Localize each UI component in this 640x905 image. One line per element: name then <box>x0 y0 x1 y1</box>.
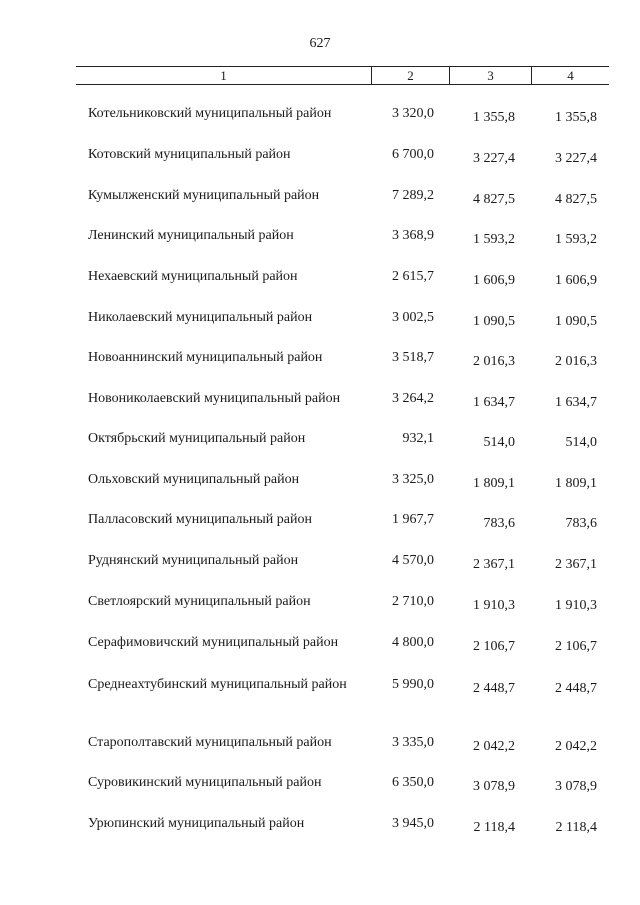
value-col-4: 1 355,8 <box>555 110 597 125</box>
value-col-3: 783,6 <box>483 516 515 531</box>
header-bottom-rule <box>76 84 609 85</box>
district-name: Светлоярский муниципальный район <box>88 594 311 609</box>
header-col-2: 2 <box>407 68 414 83</box>
value-col-2: 932,1 <box>402 431 434 446</box>
value-col-2: 3 320,0 <box>392 106 434 121</box>
value-col-2: 2 710,0 <box>392 594 434 609</box>
value-col-4: 3 227,4 <box>555 151 597 166</box>
value-col-2: 1 967,7 <box>392 512 434 527</box>
value-col-3: 2 367,1 <box>473 557 515 572</box>
value-col-3: 2 448,7 <box>473 681 515 696</box>
value-col-2: 5 990,0 <box>392 677 434 692</box>
district-name: Кумылженский муниципальный район <box>88 188 320 203</box>
value-col-3: 2 042,2 <box>473 739 515 754</box>
value-col-2: 3 335,0 <box>392 735 434 750</box>
district-name: Среднеахтубинский муниципальный район <box>88 677 347 692</box>
district-name: Котельниковский муниципальный район <box>88 106 332 121</box>
value-col-2: 3 002,5 <box>392 310 434 325</box>
table-header <box>76 66 609 85</box>
value-col-3: 1 355,8 <box>473 110 515 125</box>
district-name: Ленинский муниципальный район <box>88 228 294 243</box>
value-col-3: 1 090,5 <box>473 314 515 329</box>
value-col-2: 3 264,2 <box>392 391 434 406</box>
value-col-3: 1 606,9 <box>473 273 515 288</box>
header-col-1: 1 <box>220 68 227 83</box>
value-col-2: 4 800,0 <box>392 635 434 650</box>
district-name: Палласовский муниципальный район <box>88 512 312 527</box>
value-col-2: 3 945,0 <box>392 816 434 831</box>
value-col-4: 783,6 <box>565 516 597 531</box>
value-col-4: 1 910,3 <box>555 598 597 613</box>
district-name: Руднянский муниципальный район <box>88 553 299 568</box>
value-col-4: 4 827,5 <box>555 192 597 207</box>
header-col-3: 3 <box>487 68 494 83</box>
value-col-2: 4 570,0 <box>392 553 434 568</box>
value-col-3: 3 078,9 <box>473 779 515 794</box>
value-col-3: 1 634,7 <box>473 395 515 410</box>
value-col-4: 2 106,7 <box>555 639 597 654</box>
value-col-2: 3 518,7 <box>392 350 434 365</box>
value-col-4: 1 606,9 <box>555 273 597 288</box>
district-name: Урюпинский муниципальный район <box>88 816 305 831</box>
value-col-2: 3 368,9 <box>392 228 434 243</box>
district-name: Котовский муниципальный район <box>88 147 291 162</box>
value-col-3: 2 118,4 <box>473 820 515 835</box>
value-col-3: 1 593,2 <box>473 232 515 247</box>
value-col-4: 1 090,5 <box>555 314 597 329</box>
value-col-2: 7 289,2 <box>392 188 434 203</box>
district-name: Октябрьский муниципальный район <box>88 431 306 446</box>
value-col-3: 4 827,5 <box>473 192 515 207</box>
value-col-2: 2 615,7 <box>392 269 434 284</box>
district-name: Новониколаевский муниципальный район <box>88 391 341 406</box>
district-name: Старополтавский муниципальный район <box>88 735 332 750</box>
district-name: Суровикинский муниципальный район <box>88 775 322 790</box>
page-number: 627 <box>309 36 331 51</box>
district-name: Серафимовичский муниципальный район <box>88 635 339 650</box>
value-col-4: 2 367,1 <box>555 557 597 572</box>
value-col-2: 6 700,0 <box>392 147 434 162</box>
value-col-3: 2 106,7 <box>473 639 515 654</box>
value-col-4: 2 118,4 <box>555 820 597 835</box>
value-col-4: 2 042,2 <box>555 739 597 754</box>
value-col-4: 1 634,7 <box>555 395 597 410</box>
value-col-3: 2 016,3 <box>473 354 515 369</box>
district-name: Новоаннинский муниципальный район <box>88 350 323 365</box>
value-col-3: 1 809,1 <box>473 476 515 491</box>
value-col-4: 514,0 <box>565 435 597 450</box>
value-col-2: 3 325,0 <box>392 472 434 487</box>
value-col-4: 1 593,2 <box>555 232 597 247</box>
value-col-3: 514,0 <box>483 435 515 450</box>
header-col-4: 4 <box>567 68 574 83</box>
value-col-4: 3 078,9 <box>555 779 597 794</box>
value-col-4: 2 448,7 <box>555 681 597 696</box>
value-col-3: 3 227,4 <box>473 151 515 166</box>
value-col-4: 1 809,1 <box>555 476 597 491</box>
value-col-2: 6 350,0 <box>392 775 434 790</box>
district-name: Николаевский муниципальный район <box>88 310 313 325</box>
district-name: Нехаевский муниципальный район <box>88 269 298 284</box>
value-col-3: 1 910,3 <box>473 598 515 613</box>
district-name: Ольховский муниципальный район <box>88 472 300 487</box>
value-col-4: 2 016,3 <box>555 354 597 369</box>
